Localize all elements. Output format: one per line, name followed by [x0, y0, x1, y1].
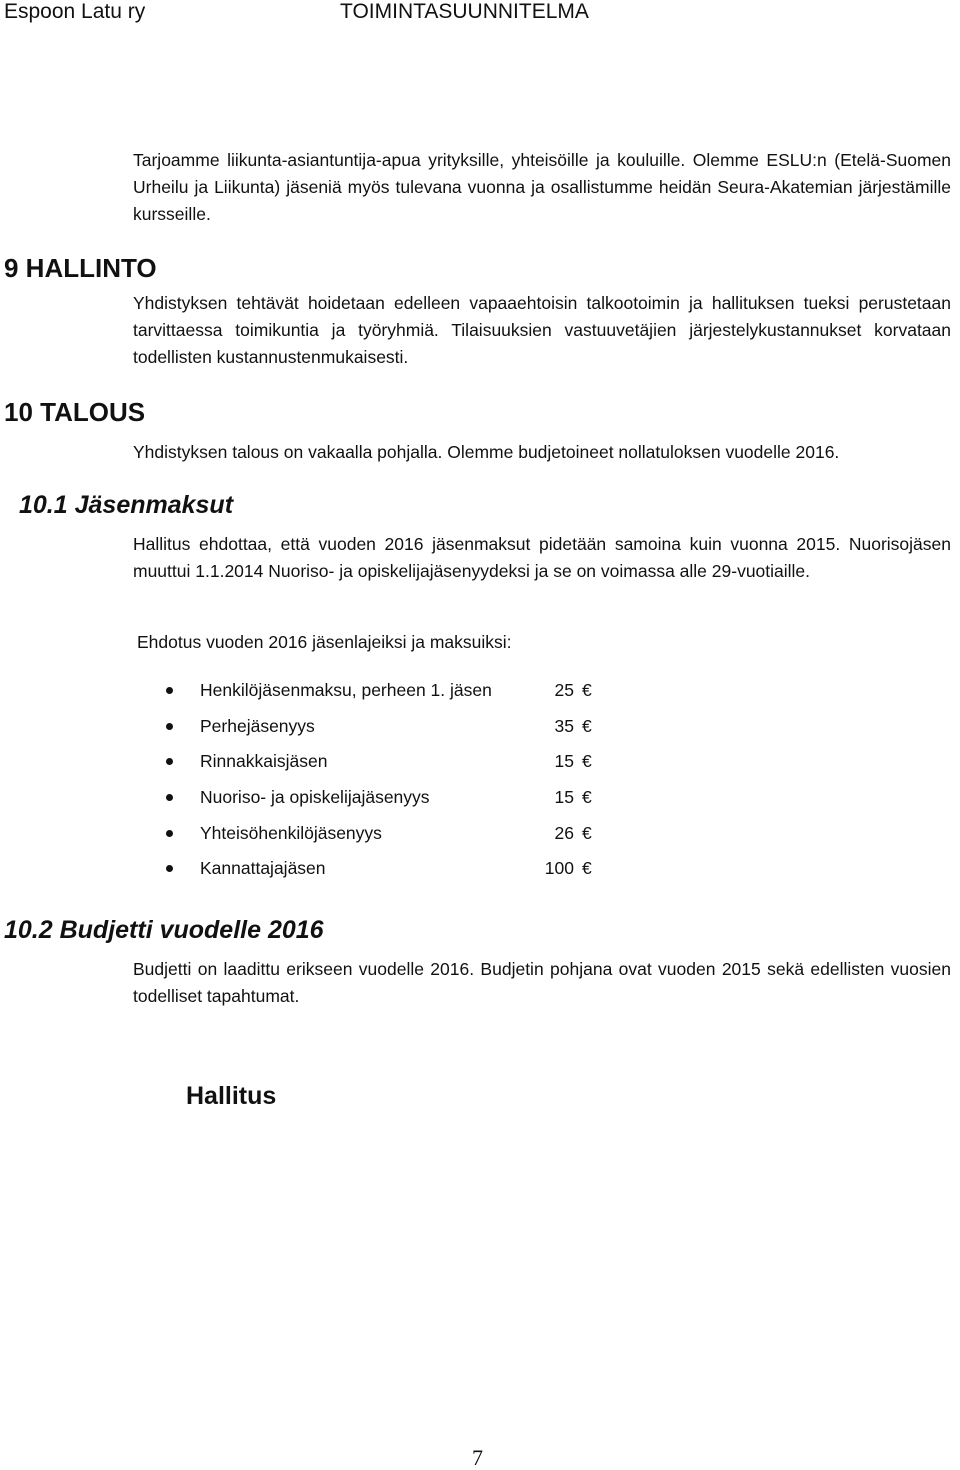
currency-symbol: €	[582, 822, 592, 843]
list-item	[160, 713, 620, 749]
fee-name: Perhejäsenyys	[200, 715, 315, 736]
page-number: 7	[472, 1445, 483, 1470]
subsection-heading-jasenmaksut: 10.1 Jäsenmaksut	[19, 491, 234, 519]
organization-name: Espoon Latu ry	[4, 0, 146, 23]
page-header	[0, 0, 960, 38]
document-title: TOIMINTASUUNNITELMA	[340, 0, 589, 23]
currency-symbol: €	[582, 680, 592, 700]
bullet-icon	[166, 687, 173, 694]
budjetti-paragraph: Budjetti on laadittu erikseen vuodelle 2016. Budjetin pohjana ovat vuoden 2015 sekä edellisten vuosien todelliset tapahtumat.	[133, 959, 951, 1006]
list-item	[160, 677, 620, 713]
talous-paragraph: Yhdistyksen talous on vakaalla pohjalla. Olemme budjetoineet nollatuloksen vuodelle 2016.	[133, 442, 840, 462]
currency-symbol: €	[582, 858, 592, 879]
list-item	[160, 820, 620, 856]
section-heading-hallinto: 9 HALLINTO	[4, 253, 157, 283]
subsection-heading-budjetti: 10.2 Budjetti vuodelle 2016	[4, 916, 324, 944]
list-item	[160, 855, 620, 891]
signature-hallitus: Hallitus	[186, 1082, 277, 1110]
bullet-icon	[166, 758, 173, 765]
fee-amount: 15	[554, 751, 574, 772]
fee-name: Nuoriso- ja opiskelijajäsenyys	[200, 787, 430, 808]
fee-amount: 100	[544, 858, 574, 879]
fee-amount: 26	[554, 822, 574, 843]
bullet-icon	[166, 865, 173, 872]
currency-symbol: €	[582, 715, 592, 736]
bullet-icon	[166, 723, 173, 730]
list-item	[160, 748, 620, 784]
section-heading-talous: 10 TALOUS	[4, 397, 146, 427]
fee-name: Kannattajajäsen	[200, 858, 326, 879]
intro-paragraph: Tarjoamme liikunta-asiantuntija-apua yrityksille, yhteisöille ja kouluille. Olemme ESLU:n (Etelä-Suomen Urheilu ja Liikunta) jäseniä myös tulevana vuonna ja osallistumme heidän Seura-Akatemian järjestämille kursseille.	[133, 150, 951, 224]
currency-symbol: €	[582, 751, 592, 772]
hallinto-paragraph: Yhdistyksen tehtävät hoidetaan edelleen vapaaehtoisin talkootoimin ja hallituksen tueksi perustetaan tarvittaessa toimikuntia ja työryhmiä. Tilaisuuksien vastuuvetäjien järjestelykustannukset korvataan todellisten kustannustenmukaisesti.	[133, 293, 951, 367]
proposal-intro: Ehdotus vuoden 2016 jäsenlajeiksi ja maksuiksi:	[137, 632, 512, 652]
fee-amount: 35	[554, 715, 574, 736]
currency-symbol: €	[582, 787, 592, 808]
list-item	[160, 784, 620, 820]
jasenmaksut-paragraph: Hallitus ehdottaa, että vuoden 2016 jäsenmaksut pidetään samoina kuin vuonna 2015. Nuorisojäsen muuttui 1.1.2014 Nuoriso- ja opiskelijajäsenyydeksi ja se on voimassa alle 29-vuotiaille.	[133, 534, 951, 581]
bullet-icon	[166, 830, 173, 837]
fee-amount: 25	[554, 680, 574, 700]
fee-name: Henkilöjäsenmaksu, perheen 1. jäsen	[200, 680, 492, 700]
membership-fee-list	[160, 677, 620, 891]
fee-name: Rinnakkaisjäsen	[200, 751, 328, 772]
fee-name: Yhteisöhenkilöjäsenyys	[200, 822, 382, 843]
fee-amount: 15	[554, 787, 574, 808]
bullet-icon	[166, 794, 173, 801]
